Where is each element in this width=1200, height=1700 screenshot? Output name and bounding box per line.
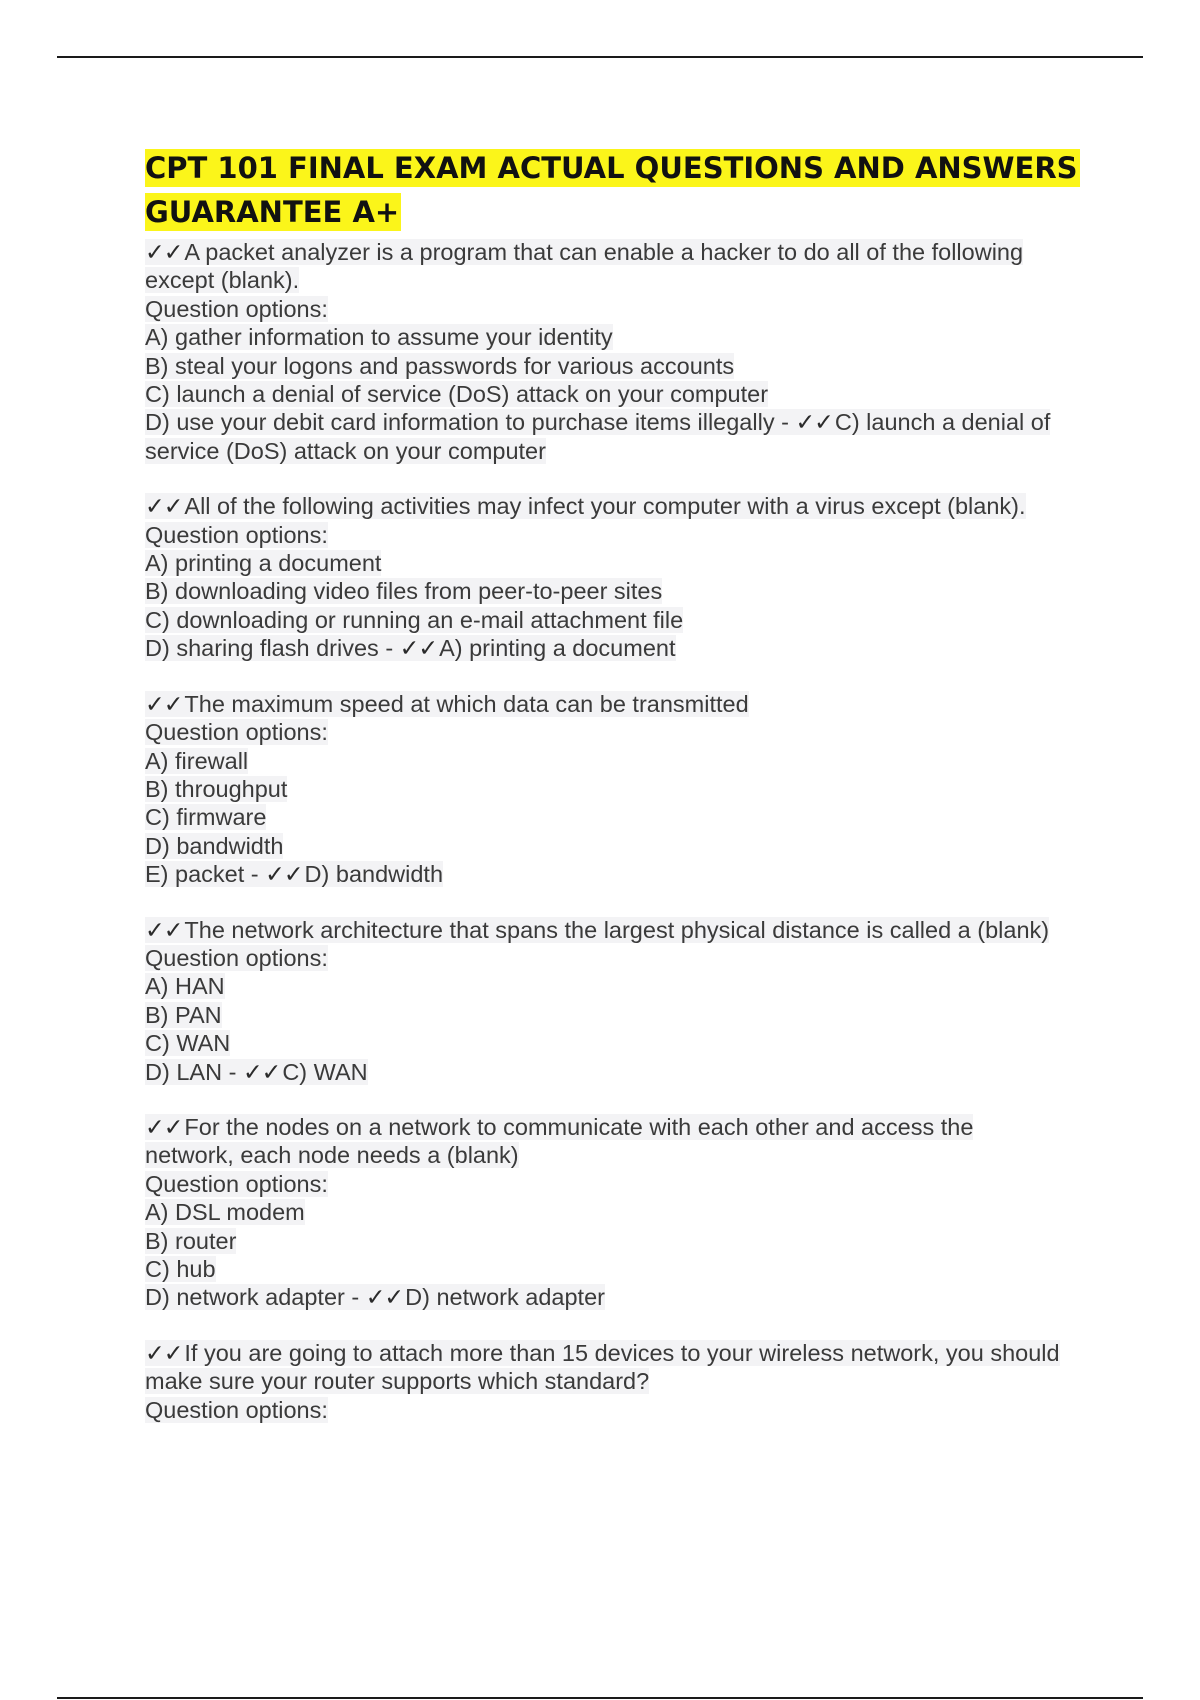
question-block-5 <box>145 1113 1085 1312</box>
double-check-icon: ✓✓ <box>365 1284 404 1311</box>
question-block-6 <box>145 1339 1085 1424</box>
option-a: A) HAN <box>145 973 225 1000</box>
option-a: A) DSL modem <box>145 1199 305 1226</box>
question-prompt-cont: except (blank). <box>145 267 300 294</box>
double-check-icon: ✓✓ <box>145 493 183 520</box>
last-option-with-answer: D) network adapter - ✓✓D) network adapter <box>145 1284 605 1311</box>
answer: C) WAN <box>282 1058 368 1085</box>
double-check-icon: ✓✓ <box>795 409 833 436</box>
option-b: B) downloading video files from peer-to-peer sites <box>145 578 663 605</box>
last-option-with-answer: E) packet - ✓✓D) bandwidth <box>145 861 444 888</box>
bottom-divider <box>57 1697 1143 1699</box>
double-check-icon: ✓✓ <box>145 239 183 265</box>
option-d: D) bandwidth <box>145 832 284 859</box>
option-a: A) printing a document <box>145 550 382 577</box>
options-label: Question options: <box>145 719 328 746</box>
last-option-with-answer: D) LAN - ✓✓C) WAN <box>145 1058 368 1085</box>
option-b: B) router <box>145 1227 237 1254</box>
last-option-with-answer: D) sharing flash drives - ✓✓A) printing a document <box>145 635 676 662</box>
double-check-icon: ✓✓ <box>242 1058 281 1085</box>
last-option-with-answer: D) use your debit card information to purchase items illegally - ✓✓C) launch a denial of <box>145 409 1051 436</box>
question-prompt: ✓✓The maximum speed at which data can be transmitted <box>145 690 749 717</box>
question-prompt: ✓✓The network architecture that spans the largest physical distance is called a (blank) <box>145 916 1050 943</box>
document-title <box>145 146 1085 234</box>
question-block-4 <box>145 916 1085 1086</box>
question-prompt: ✓✓A packet analyzer is a program that can enable a hacker to do all of the following <box>145 239 1024 265</box>
question-prompt-cont: network, each node needs a (blank) <box>145 1142 519 1169</box>
question-prompt: ✓✓For the nodes on a network to communicate with each other and access the <box>145 1113 974 1140</box>
question-block-1 <box>145 238 1085 465</box>
option-b: B) throughput <box>145 775 288 802</box>
answer-cont: service (DoS) attack on your computer <box>145 437 546 464</box>
title-line-1: CPT 101 FINAL EXAM ACTUAL QUESTIONS AND ANSWERS <box>145 151 1078 185</box>
option-a: A) firewall <box>145 747 249 774</box>
options-label: Question options: <box>145 944 328 971</box>
question-prompt: ✓✓If you are going to attach more than 15 devices to your wireless network, you should <box>145 1339 1060 1366</box>
option-c: C) firmware <box>145 804 267 831</box>
options-label: Question options: <box>145 295 328 322</box>
top-divider <box>57 56 1143 58</box>
double-check-icon: ✓✓ <box>145 1339 183 1366</box>
options-label: Question options: <box>145 1396 328 1423</box>
double-check-icon: ✓✓ <box>399 635 438 662</box>
double-check-icon: ✓✓ <box>145 690 183 717</box>
answer: D) bandwidth <box>304 861 444 888</box>
double-check-icon: ✓✓ <box>265 861 303 888</box>
option-a: A) gather information to assume your identity <box>145 324 613 351</box>
answer: D) network adapter <box>405 1284 605 1311</box>
title-line-2: GUARANTEE A+ <box>145 195 400 229</box>
answer: C) launch a denial of <box>834 409 1051 436</box>
document-body <box>145 146 1085 1424</box>
question-prompt-cont: make sure your router supports which standard? <box>145 1368 650 1395</box>
option-c: C) hub <box>145 1256 216 1282</box>
option-b: B) steal your logons and passwords for various accounts <box>145 352 735 379</box>
options-label: Question options: <box>145 521 328 548</box>
option-c: C) WAN <box>145 1030 231 1057</box>
option-b: B) PAN <box>145 1001 222 1028</box>
question-prompt: ✓✓All of the following activities may infect your computer with a virus except (blank). <box>145 493 1026 520</box>
options-label: Question options: <box>145 1170 328 1197</box>
question-block-2 <box>145 492 1085 662</box>
option-c: C) launch a denial of service (DoS) attack on your computer <box>145 381 769 408</box>
answer: A) printing a document <box>439 635 676 662</box>
double-check-icon: ✓✓ <box>145 916 183 943</box>
double-check-icon: ✓✓ <box>145 1113 183 1140</box>
question-block-3 <box>145 690 1085 889</box>
option-c: C) downloading or running an e-mail attachment file <box>145 606 684 633</box>
